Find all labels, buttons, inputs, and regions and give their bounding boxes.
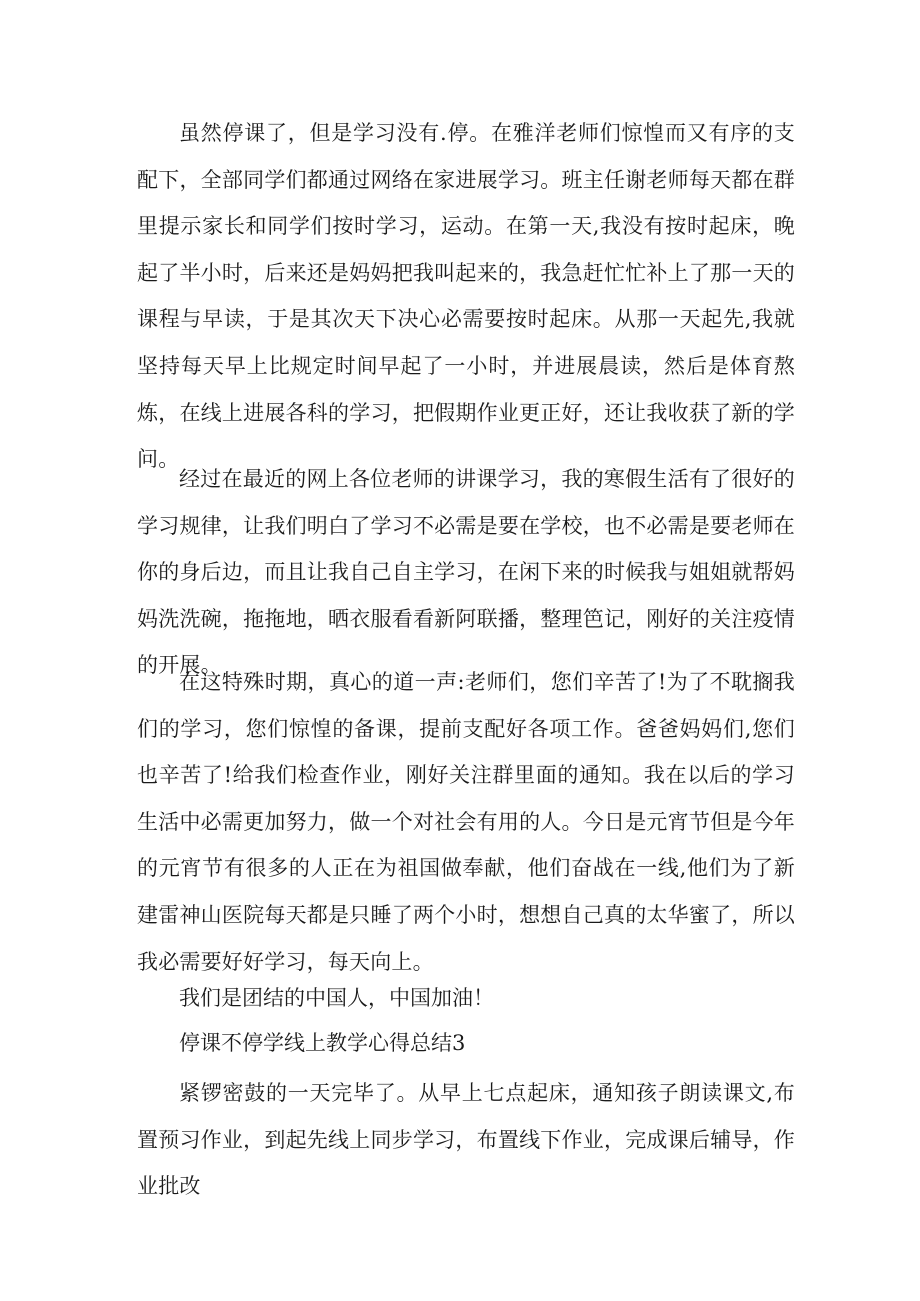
paragraph-thanks-teachers: 在这特殊时期，真心的道一声:老师们，您们辛苦了!为了不耽搁我们的学习，您们惊惶的备课，提前支配好各项工作。爸爸妈妈们,您们也辛苦了!给我们检查作业，刚好关注群里面的通知。我在以后的学习生活中必需更加努力，做一个对社会有用的人。今日是元宵节但是今年的元宵节有很多的人正在为祖国做奉献，他们奋战在一线,他们为了新建雷神山医院每天都是只睡了两个小时，想想自己真的太华蜜了，所以我必需要好好学习，每天向上。 bbox=[137, 670, 795, 974]
paragraph-china-cheer: 我们是团结的中国人，中国加油！ bbox=[179, 986, 494, 1010]
paragraph-study-habits: 经过在最近的网上各位老师的讲课学习，我的寒假生活有了很好的学习规律，让我们明白了学习不必需是要在学校，也不必需是要老师在你的身后边，而且让我自己自主学习，在闲下来的时候我与姐姐就帮妈妈洗洗碗，拖拖地，晒衣服看看新阿联播，整理笆记，刚好的关注疫情的开展。 bbox=[137, 467, 795, 678]
paragraph-online-study-routine: 虽然停课了，但是学习没有.停。在雅洋老师们惊惶而又有序的支配下，全部同学们都通过网络在家进展学习。班主任谢老师每天都在群里提示家长和同学们按时学习，运动。在第一天,我没有按时起床，晚起了半小时，后来还是妈妈把我叫起来的，我急赶忙忙补上了那一天的课程与早读，于是其次天下决心必需要按时起床。从那一天起先,我就坚持每天早上比规定时间早起了一小时，并进展晨读，然后是体育熬炼，在线上进展各科的学习，把假期作业更正好，还让我收获了新的学问。 bbox=[137, 121, 795, 472]
section-heading: 停课不停学线上教学心得总结3 bbox=[179, 1031, 466, 1055]
paragraph-busy-day: 紧锣密鼓的一天完毕了。从早上七点起床，通知孩子朗读课文,布置预习作业，到起先线上同步学习，布置线下作业，完成课后辅导，作业批改 bbox=[137, 1081, 795, 1199]
